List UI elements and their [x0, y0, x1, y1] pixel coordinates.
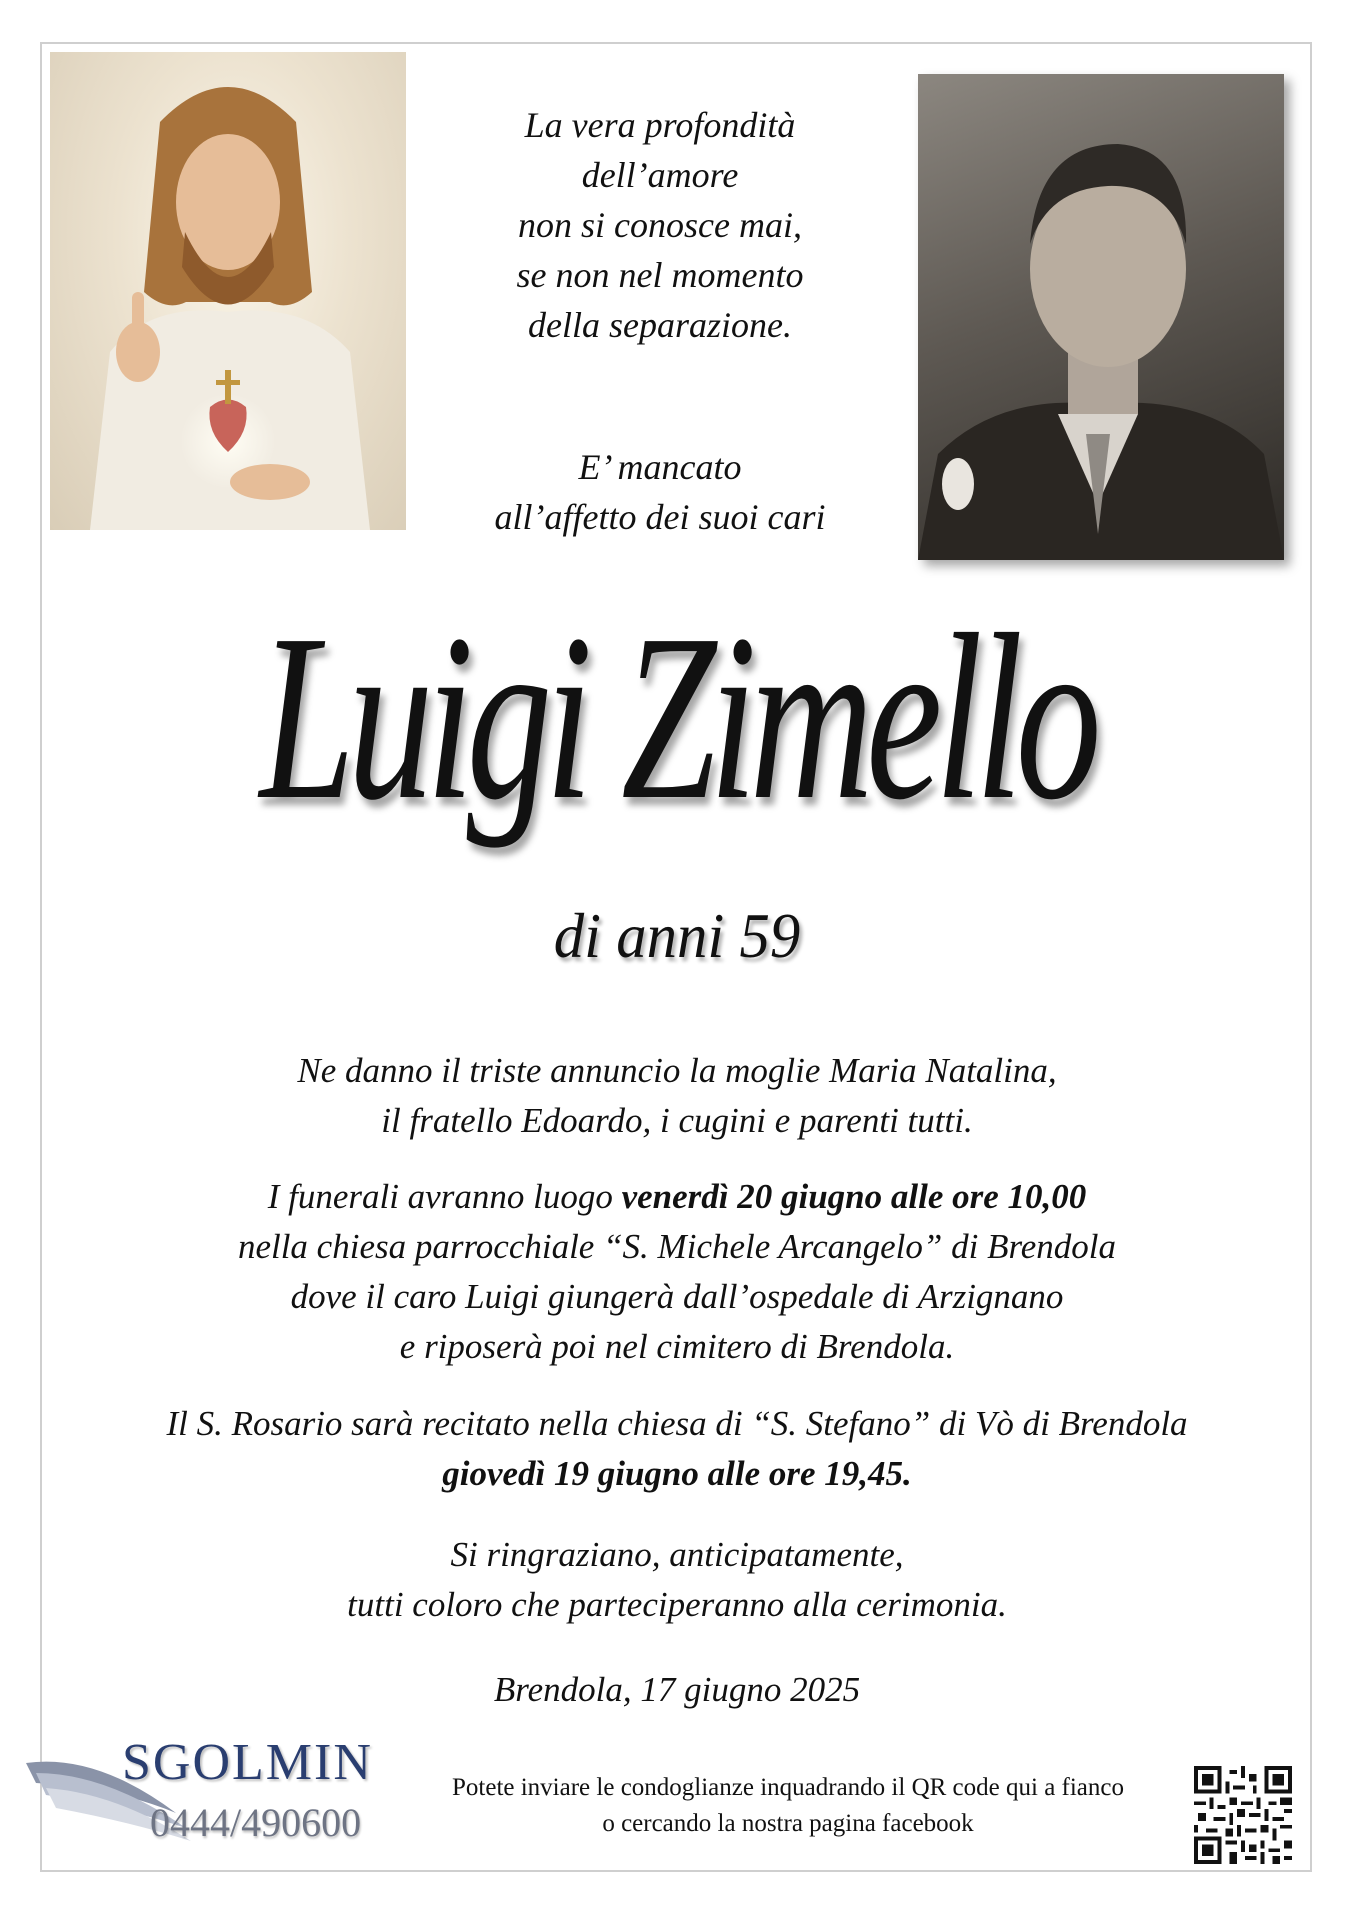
family-announcement [60, 1046, 1294, 1146]
qr-code-icon[interactable] [1194, 1766, 1292, 1864]
poem-line: non si conosce mai, [518, 205, 802, 245]
agency-name: SGOLMIN [122, 1734, 373, 1791]
funeral-info [60, 1172, 1294, 1372]
thanks-line: tutti coloro che parteciperanno alla cerimonia. [347, 1585, 1007, 1624]
poem-line: dell’amore [581, 155, 739, 195]
rosary-line: Il S. Rosario sarà recitato nella chiesa di “S. Stefano” di Vò di Brendola [166, 1404, 1188, 1443]
rosary-info [60, 1399, 1294, 1499]
agency-phone: 0444/490600 [150, 1800, 362, 1845]
funeral-line: nella chiesa parrocchiale “S. Michele Arcangelo” di Brendola [237, 1227, 1117, 1266]
condolences-note [388, 1770, 1188, 1842]
thanks-line: Si ringraziano, anticipatamente, [450, 1535, 904, 1574]
poem-line: se non nel momento [516, 255, 804, 295]
family-line: Ne danno il triste annuncio la moglie Maria Natalina, [297, 1051, 1057, 1090]
sacred-heart-image [50, 52, 406, 530]
condolences-line: Potete inviare le condoglianze inquadrando il QR code qui a fianco [452, 1774, 1124, 1801]
funeral-when: venerdì 20 giugno alle ore 10,00 [621, 1177, 1087, 1216]
funeral-line: dove il caro Luigi giungerà dall’ospedale di Arzignano [290, 1277, 1064, 1316]
announcement-line: E’ mancato [578, 447, 742, 487]
thanks [60, 1530, 1294, 1630]
family-line: il fratello Edoardo, i cugini e parenti tutti. [381, 1101, 973, 1140]
funeral-line: e riposerà poi nel cimitero di Brendola. [399, 1327, 955, 1366]
rosary-when: giovedì 19 giugno alle ore 19,45. [442, 1454, 912, 1493]
agency-logo [26, 1733, 416, 1853]
deceased-age: di anni 59 [553, 900, 801, 971]
funeral-first-line [60, 1172, 1294, 1222]
poem-line: della separazione. [528, 305, 792, 345]
place-date: Brendola, 17 giugno 2025 [493, 1670, 861, 1709]
poem [440, 100, 880, 350]
deceased-name: Luigi Zimello [259, 586, 1095, 849]
announcement-line: all’affetto dei suoi cari [494, 497, 826, 537]
condolences-line: o cercando la nostra pagina facebook [602, 1810, 974, 1837]
portrait-photo [918, 74, 1284, 560]
announcement [440, 442, 880, 542]
poem-line: La vera profondità [524, 105, 796, 145]
funeral-intro: I funerali avranno luogo [267, 1177, 622, 1216]
